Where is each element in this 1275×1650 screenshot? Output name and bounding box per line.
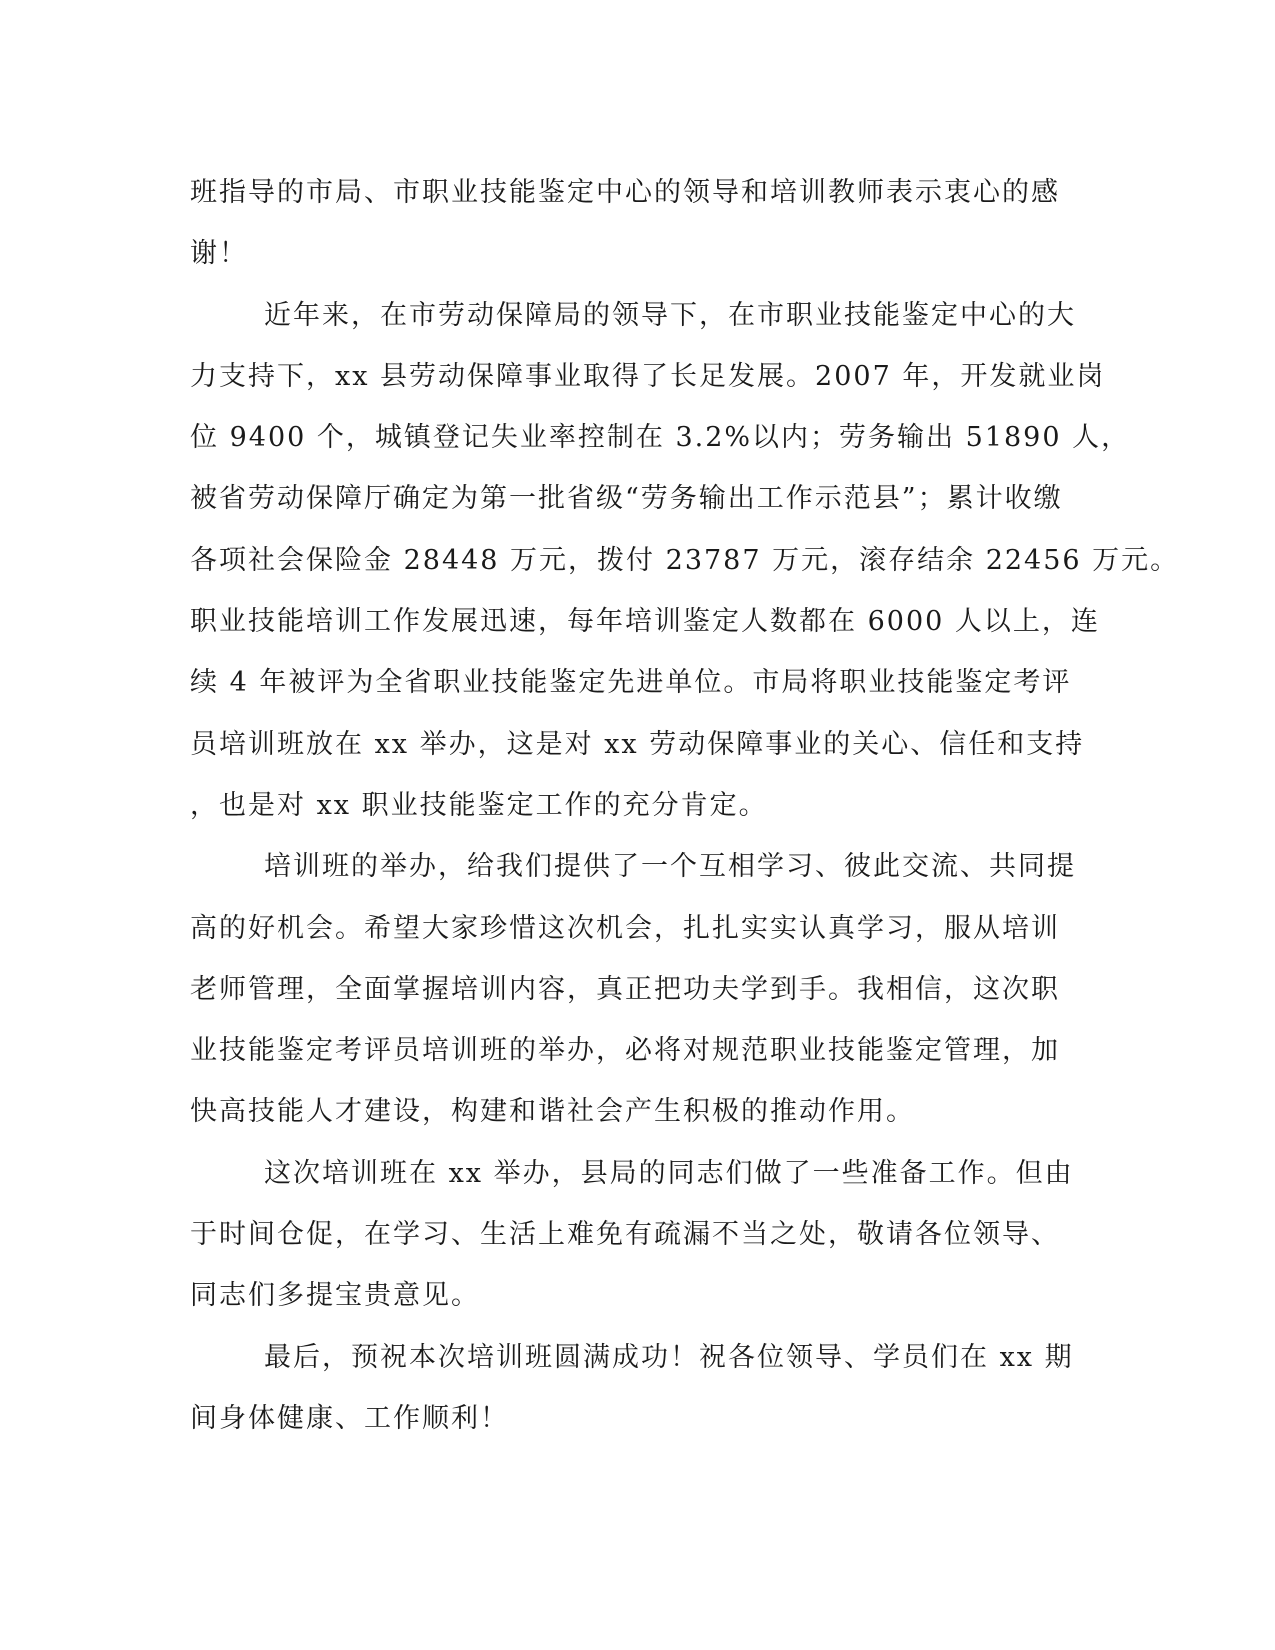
text-line: 职业技能培训工作发展迅速，每年培训鉴定人数都在 6000 人以上，连	[190, 606, 1100, 638]
text-line: 被省劳动保障厅确定为第一批省级“劳务输出工作示范县”；累计收缴	[190, 483, 1063, 515]
text-line: 各项社会保险金 28448 万元，拨付 23787 万元，滚存结余 22456 万元。	[190, 544, 1180, 576]
text-line: 快高技能人才建设，构建和谐社会产生积极的推动作用。	[190, 1096, 915, 1128]
text-line: 位 9400 个，城镇登记失业率控制在 3.2%以内；劳务输出 51890 人，	[190, 422, 1131, 454]
text-line: 续 4 年被评为全省职业技能鉴定先进单位。市局将职业技能鉴定考评	[190, 667, 1072, 699]
paragraph-start-line: 这次培训班在 xx 举办，县局的同志们做了一些准备工作。但由	[264, 1157, 1074, 1189]
text-line: 班指导的市局、市职业技能鉴定中心的领导和培训教师表示衷心的感	[190, 177, 1060, 208]
text-line: 员培训班放在 xx 举办，这是对 xx 劳动保障事业的关心、信任和支持	[190, 728, 1085, 760]
paragraph-start-line: 培训班的举办，给我们提供了一个互相学习、彼此交流、共同提	[264, 851, 1076, 883]
text-line: 力支持下，xx 县劳动保障事业取得了长足发展。2007 年，开发就业岗	[190, 360, 1106, 392]
text-line: 于时间仓促，在学习、生活上难免有疏漏不当之处，敬请各位领导、	[190, 1219, 1060, 1251]
text-line: 同志们多提宝贵意见。	[190, 1280, 480, 1312]
text-line: ，也是对 xx 职业技能鉴定工作的充分肯定。	[190, 789, 768, 821]
text-line: 业技能鉴定考评员培训班的举办，必将对规范职业技能鉴定管理，加	[190, 1035, 1060, 1067]
text-line: 老师管理，全面掌握培训内容，真正把功夫学到手。我相信，这次职	[190, 973, 1060, 1005]
paragraph-start-line: 最后，预祝本次培训班圆满成功！祝各位领导、学员们在 xx 期	[264, 1341, 1074, 1373]
text-line: 间身体健康、工作顺利！	[190, 1402, 509, 1434]
text-line: 谢！	[190, 238, 248, 270]
document-body	[190, 162, 1180, 1449]
text-line: 高的好机会。希望大家珍惜这次机会，扎扎实实认真学习，服从培训	[190, 912, 1060, 944]
paragraph-start-line: 近年来，在市劳动保障局的领导下，在市职业技能鉴定中心的大	[264, 299, 1076, 331]
